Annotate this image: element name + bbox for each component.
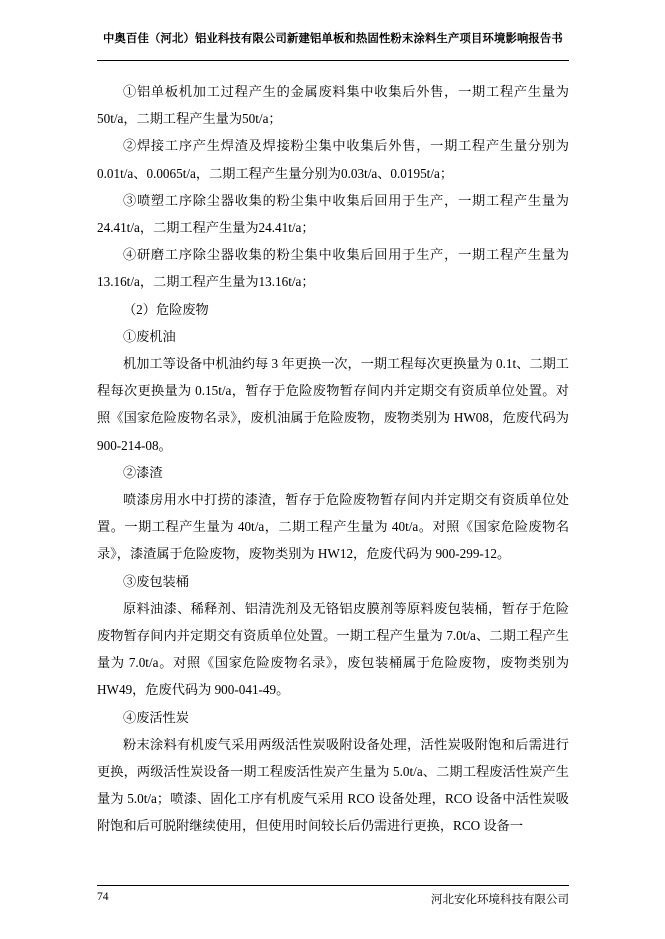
page-footer <box>97 891 569 909</box>
paragraph: 粉末涂料有机废气采用两级活性炭吸附设备处理，活性炭吸附饱和后需进行更换，两级活性炭设备一期工程废活性炭产生量为 5.0t/a、二期工程废活性炭产生量为 5.0t/a；喷漆、固化工序有机废气采用 RCO 设备处理，RCO 设备中活性炭吸附饱和后可脱附继续使用，但使用时间较长后仍需进行更换，RCO 设备一 <box>97 736 569 834</box>
footer-divider <box>97 885 569 886</box>
paragraph: 机加工等设备中机油约每 3 年更换一次，一期工程每次更换量为 0.1t、二期工程每次更换量为 0.15t/a，暂存于危险废物暂存间内并定期交有资质单位处置。对照《国家危险废物名录》，废机油属于危险废物，废物类别为 HW08，危废代码为 900-214-08。 <box>97 356 569 453</box>
footer-organization: 河北安化环境科技有限公司 <box>431 894 569 906</box>
paragraph: （2）危险废物 <box>123 301 209 317</box>
paragraph: ③废包装桶 <box>123 573 189 589</box>
paragraph: ④研磨工序除尘器收集的粉尘集中收集后回用于生产，一期工程产生量为13.16t/a，二期工程产生量为13.16t/a； <box>97 247 569 290</box>
page-body <box>97 78 569 840</box>
paragraph: ②漆渣 <box>123 464 163 480</box>
paragraph: 原料油漆、稀释剂、铝清洗剂及无铬铝皮膜剂等原料废包装桶，暂存于危险废物暂存间内并定期交有资质单位处置。一期工程产生量为 7.0t/a、二期工程产生量为 7.0t/a。对照《国家危险废物名录》，废包装桶属于危险废物，废物类别为 HW49，危废代码为 900-041-49。 <box>97 600 569 698</box>
paragraph: 喷漆房用水中打捞的漆渣，暂存于危险废物暂存间内并定期交有资质单位处置。一期工程产生量为 40t/a，二期工程产生量为 40t/a。对照《国家危险废物名录》，漆渣属于危险废物，废物类别为 HW12，危废代码为 900-299-12。 <box>97 492 569 562</box>
header-divider <box>97 60 569 61</box>
paragraph: ①铝单板机加工过程产生的金属废料集中收集后外售，一期工程产生量为50t/a，二期工程产生量为50t/a； <box>97 84 569 127</box>
paragraph: ③喷塑工序除尘器收集的粉尘集中收集后回用于生产，一期工程产生量为24.41t/a，二期工程产生量为24.41t/a； <box>97 192 569 236</box>
paragraph: ①废机油 <box>123 328 176 344</box>
paragraph: ④废活性炭 <box>123 709 189 725</box>
page-number: 74 <box>97 891 109 903</box>
page-header-title: 中奥百佳（河北）铝业科技有限公司新建铝单板和热固性粉末涂料生产项目环境影响报告书 <box>103 33 563 45</box>
paragraph: ②焊接工序产生焊渣及焊接粉尘集中收集后外售，一期工程产生量分别为0.01t/a、0.0065t/a，二期工程产生量分别为0.03t/a、0.0195t/a； <box>97 138 569 181</box>
